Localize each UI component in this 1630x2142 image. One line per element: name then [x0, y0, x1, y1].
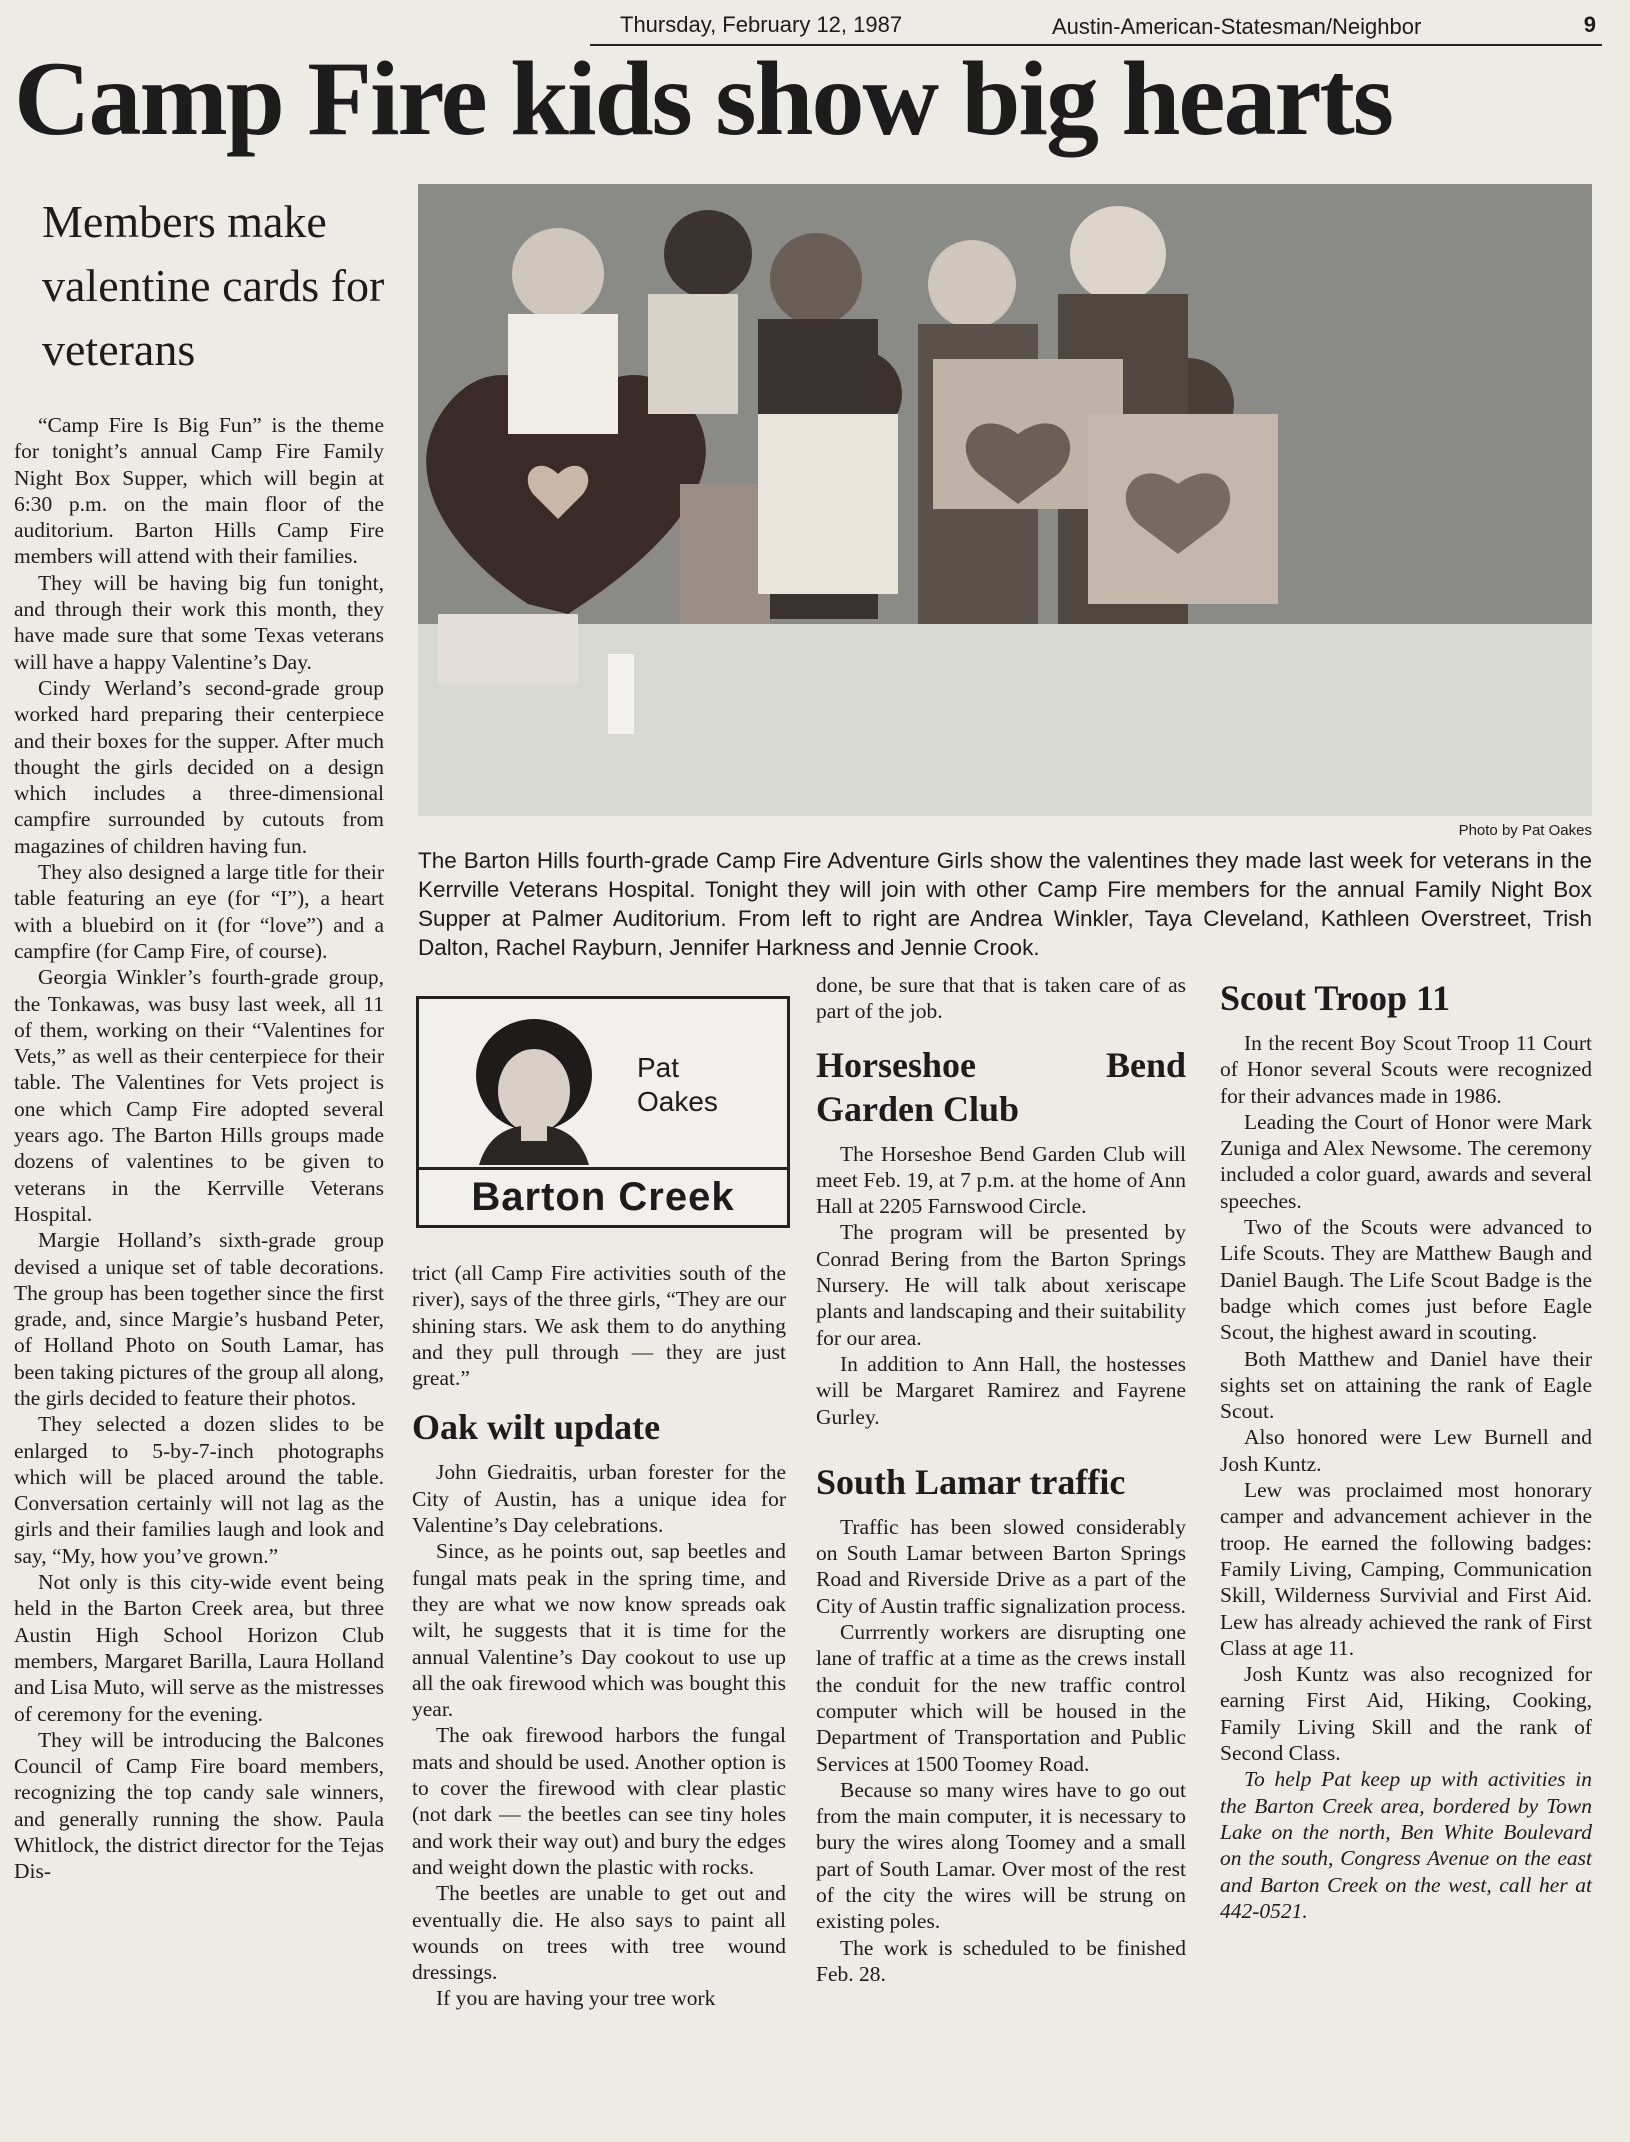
photo-illustration: [418, 184, 1592, 816]
headline: Camp Fire kids show big hearts: [14, 40, 1393, 157]
section-heading: Scout Troop 11: [1220, 978, 1451, 1018]
columnist-box: [416, 996, 790, 1228]
contact-tagline: To help Pat keep up with activities in the Barton Creek area, bordered by Town Lake on the north, Ben White Boulevard on the south, Congress Avenue on the east and Barton Creek on the west, call her at 442-0521.: [1220, 1767, 1592, 1923]
paragraph: Because so many wires have to go out from the main computer, it is necessary to bury the wires along Toomey and a small part of South Lamar. Over most of the rest of the city the wires will be strung on existing poles.: [816, 1777, 1186, 1934]
paragraph: They will be introducing the Balcones Council of Camp Fire board members, recognizing the top candy sale winners, and generally running the show. Paula Whitlock, the district director for the Tejas Dis-: [14, 1727, 384, 1884]
paragraph: They will be having big fun tonight, and through their work this month, they have made sure that some Texas veterans will have a happy Valentine’s Day.: [14, 570, 384, 674]
divider: [419, 1167, 787, 1170]
paragraph: They also designed a large title for their table featuring an eye (for “I”), a heart with a bluebird on it (for “love”) and a campfire (for Camp Fire, of course).: [14, 860, 384, 963]
paragraph: trict (all Camp Fire activities south of the river), says of the three girls, “They are our shining stars. We ask them to do anything and they pull through — they are just great.”: [412, 1261, 786, 1391]
page-number: 9: [1583, 12, 1596, 37]
paragraph: The program will be presented by Conrad Bering from the Barton Springs Nursery. He will talk about xeriscape plants and landscaping and their suitability for our area.: [816, 1220, 1186, 1350]
issue-date: Thursday, February 12, 1987: [620, 12, 903, 37]
columnist-name: Pat Oakes: [637, 1052, 718, 1117]
paragraph: Georgia Winkler’s fourth-grade group, the Tonkawas, was busy last week, all 11 of them, working on their “Valentines for Vets,” as well as their centerpiece for their table. The Valentines for Vets project is one which Camp Fire adopted several years ago. The Barton Hills groups made dozens of valentines to be given to veterans in the Kerrville Veterans Hospital.: [14, 965, 384, 1226]
article-column-4: [1220, 978, 1592, 1924]
paragraph: The oak firewood harbors the fungal mats and should be used. Another option is to cover the firewood with clear plastic (not dark — the beetles can see tiny holes and work their way out) and bury the edges and weight down the plastic with rocks.: [412, 1723, 786, 1879]
paragraph: The Horseshoe Bend Garden Club will meet Feb. 19, at 7 p.m. at the home of Ann Hall at 2205 Farnswood Circle.: [816, 1141, 1186, 1219]
paragraph: Both Matthew and Daniel have their sights set on attaining the rank of Eagle Scout.: [1220, 1346, 1592, 1424]
paragraph: Currrently workers are disrupting one lane of traffic at a time as the crews install the conduit for the new traffic control computer which will be housed in the Department of Transportation and Public Services at 1500 Toomey Road.: [816, 1620, 1186, 1776]
column-beat-title: Barton Creek: [471, 1175, 735, 1219]
paragraph: Margie Holland’s sixth-grade group devised a unique set of table decorations. The group has been together since the first grade, and, since Margie’s husband Peter, of Holland Photo on South Lamar, has been taking pictures of the group all along, the girls decided to feature their photos.: [14, 1228, 384, 1410]
paragraph: In addition to Ann Hall, the hostesses will be Margaret Ramirez and Fayrene Gurley.: [816, 1351, 1186, 1429]
group-photo: [418, 184, 1592, 816]
paragraph: If you are having your tree work: [436, 1986, 716, 2011]
paragraph: In the recent Boy Scout Troop 11 Court of Honor several Scouts were recognized for their advances made in 1986.: [1220, 1031, 1592, 1108]
article-column-2: [412, 1260, 786, 2012]
photo-credit: Photo by Pat Oakes: [1458, 822, 1592, 839]
paragraph: Lew was proclaimed most honorary camper and advancement achiever in the troop. He earned the following badges: Family Living, Camping, Communication Skill, Wilderness Survivial and First Aid. Lew has already achieved the rank of First Class at age 11.: [1220, 1478, 1592, 1660]
paragraph: Also honored were Lew Burnell and Josh Kuntz.: [1220, 1425, 1592, 1476]
article-column-3: [816, 972, 1186, 1987]
paragraph: done, be sure that that is taken care of as part of the job.: [816, 973, 1186, 1024]
paragraph: Traffic has been slowed considerably on South Lamar between Barton Springs Road and Riverside Drive as a part of the City of Austin traffic signalization process.: [816, 1514, 1186, 1618]
columnist-portrait: [459, 1013, 609, 1165]
paragraph: Not only is this city-wide event being held in the Barton Creek area, but three Austin High School Horizon Club members, Margaret Barilla, Laura Holland and Lisa Muto, will serve as the mistresses of ceremony for the evening.: [14, 1570, 384, 1726]
paragraph: The beetles are unable to get out and eventually die. He also says to paint all wounds on trees with tree wound dressings.: [412, 1881, 786, 1985]
section-heading: Horseshoe Bend Garden Club: [816, 1044, 1186, 1129]
paragraph: Leading the Court of Honor were Mark Zuniga and Alex Newsome. The ceremony included a color guard, awards and several speeches.: [1220, 1109, 1592, 1213]
article-column-1: [14, 412, 384, 1885]
subheadline: Members make valentine cards for veterans: [42, 196, 385, 375]
section-heading: South Lamar traffic: [816, 1461, 1126, 1502]
paragraph: Josh Kuntz was also recognized for earning First Aid, Hiking, Cooking, Family Living Skill and the rank of Second Class.: [1220, 1662, 1592, 1766]
paragraph: Since, as he points out, sap beetles and fungal mats peak in the spring time, and they are what we now know spreads oak wilt, he suggests that it is time for the annual Valentine’s Day cookout to use up all the oak firewood which was bought this year.: [412, 1539, 786, 1722]
paragraph: “Camp Fire Is Big Fun” is the theme for tonight’s annual Camp Fire Family Night Box Supper, which will begin at 6:30 p.m. on the main floor of the auditorium. Barton Hills Camp Fire members will attend with their families.: [14, 413, 384, 569]
paragraph: The work is scheduled to be finished Feb. 28.: [816, 1935, 1186, 1986]
paragraph: John Giedraitis, urban forester for the City of Austin, has a unique idea for Valentine’s Day celebrations.: [412, 1460, 786, 1538]
section-heading: Oak wilt update: [412, 1407, 661, 1448]
paragraph: They selected a dozen slides to be enlarged to 5-by-7-inch photographs which will be placed around the table. Conversation certainly will not lag as the girls and their families laugh and look and say, “My, how you’ve grown.”: [14, 1412, 384, 1568]
photo-caption: The Barton Hills fourth-grade Camp Fire Adventure Girls show the valentines they made last week for veterans in the Kerrville Veterans Hospital. Tonight they will join with other Camp Fire members for the annual Family Night Box Supper at Palmer Auditorium. From left to right are Andrea Winkler, Taya Cleveland, Kathleen Overstreet, Trish Dalton, Rachel Rayburn, Jennifer Harkness and Jennie Crook.: [418, 848, 1592, 960]
paragraph: Two of the Scouts were advanced to Life Scouts. They are Matthew Baugh and Daniel Baugh. The Life Scout Badge is the badge which comes just before Eagle Scout, the highest award in scouting.: [1220, 1215, 1592, 1345]
publication-name: Austin-American-Statesman/Neighbor: [1052, 14, 1422, 39]
paragraph: Cindy Werland’s second-grade group worked hard preparing their centerpiece and their boxes for the supper. After much thought the girls decided on a design which includes a three-dimensional campfire surrounded by cutouts from magazines of children having fun.: [14, 675, 384, 858]
